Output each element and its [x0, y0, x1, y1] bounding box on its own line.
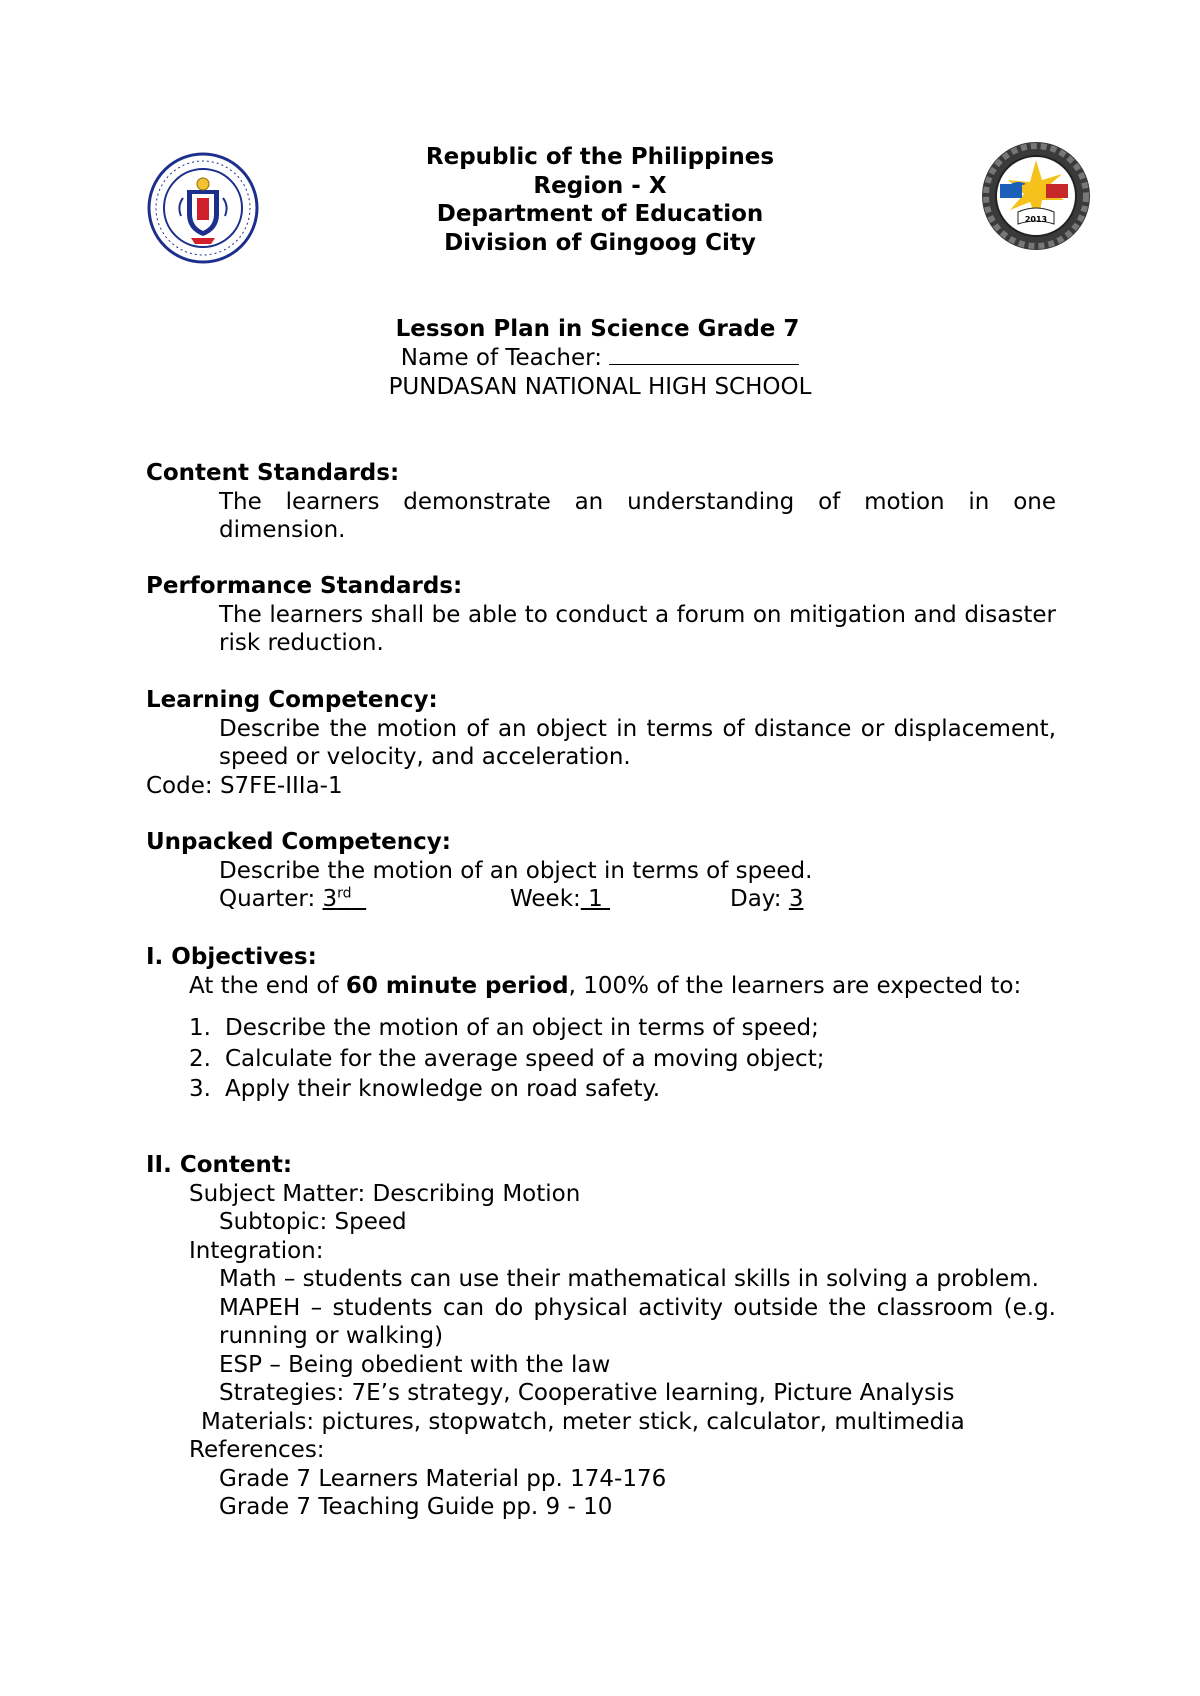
header-department: Department of Education: [436, 201, 764, 227]
document-header: [0, 143, 1200, 257]
day-value: 3: [788, 886, 804, 912]
list-item: 2. Calculate for the average speed of a moving object;: [189, 1045, 825, 1072]
week-value: 1: [580, 886, 611, 912]
objectives-heading: I. Objectives:: [146, 944, 317, 970]
teacher-name-blank[interactable]: [609, 346, 799, 365]
list-item: 1. Describe the motion of an object in terms of speed;: [189, 1015, 819, 1041]
performance-standards-text: The learners shall be able to conduct a forum on mitigation and disaster risk reduction.: [219, 601, 1056, 656]
quarter-field: Quarter: 3rd: [219, 885, 352, 912]
teacher-label: Name of Teacher:: [400, 345, 610, 371]
header-division: Division of Gingoog City: [444, 229, 756, 256]
content-standards-section: [146, 459, 1056, 545]
reference-item: Grade 7 Teaching Guide pp. 9 - 10: [219, 1494, 613, 1520]
references-label: References:: [189, 1437, 325, 1463]
unpacked-competency-section: [146, 828, 1056, 914]
reference-item: Grade 7 Learners Material pp. 174-176: [219, 1465, 667, 1492]
header-republic: Republic of the Philippines: [425, 144, 775, 170]
content-standards-heading: Content Standards:: [146, 460, 400, 486]
integration-math: Math – students can use their mathematical skills in solving a problem.: [219, 1266, 1039, 1292]
subject-matter: Subject Matter: Describing Motion: [189, 1180, 581, 1207]
performance-standards-heading: Performance Standards:: [146, 573, 463, 599]
schedule-line: [146, 885, 1056, 914]
integration-esp: ESP – Being obedient with the law: [219, 1351, 611, 1378]
learning-competency-text: Describe the motion of an object in terms of distance or displacement, speed or velocity, and acceleration.: [219, 715, 1056, 770]
objectives-section: [146, 943, 1056, 1105]
school-name: PUNDASAN NATIONAL HIGH SCHOOL: [388, 374, 812, 400]
svg-text:2013: 2013: [1024, 215, 1048, 224]
teacher-name-line: [0, 344, 1200, 373]
day-field: Day: 3: [730, 886, 804, 912]
integration-mapeh: MAPEH – students can do physical activity outside the classroom (e.g. running or walking): [219, 1294, 1056, 1349]
learning-competency-heading: Learning Competency:: [146, 687, 438, 713]
quarter-value: 3: [322, 886, 338, 912]
materials: Materials: pictures, stopwatch, meter stick, calculator, multimedia: [201, 1408, 965, 1435]
plan-heading: [0, 315, 1200, 402]
objectives-intro: At the end of 60 minute period, 100% of the learners are expected to:: [189, 972, 1022, 999]
subtopic: Subtopic: Speed: [219, 1209, 407, 1235]
learning-competency-section: [146, 686, 1056, 800]
integration-label: Integration:: [189, 1237, 324, 1264]
list-item: 3. Apply their knowledge on road safety.: [189, 1076, 661, 1102]
content-standards-text: The learners demonstrate an understanding of motion in one dimension.: [219, 488, 1056, 543]
header-region: Region - X: [533, 172, 667, 199]
content-heading: II. Content:: [146, 1152, 293, 1178]
performance-standards-section: [146, 572, 1056, 658]
content-section: [146, 1151, 1056, 1522]
unpacked-competency-text: Describe the motion of an object in terms of speed.: [219, 857, 813, 884]
objectives-list: [146, 1013, 1056, 1105]
plan-title: Lesson Plan in Science Grade 7: [395, 316, 800, 342]
unpacked-competency-heading: Unpacked Competency:: [146, 829, 451, 855]
strategies: Strategies: 7E’s strategy, Cooperative learning, Picture Analysis: [219, 1380, 955, 1406]
week-field: Week: 1: [510, 886, 611, 912]
competency-code: Code: S7FE-IIIa-1: [146, 772, 343, 799]
